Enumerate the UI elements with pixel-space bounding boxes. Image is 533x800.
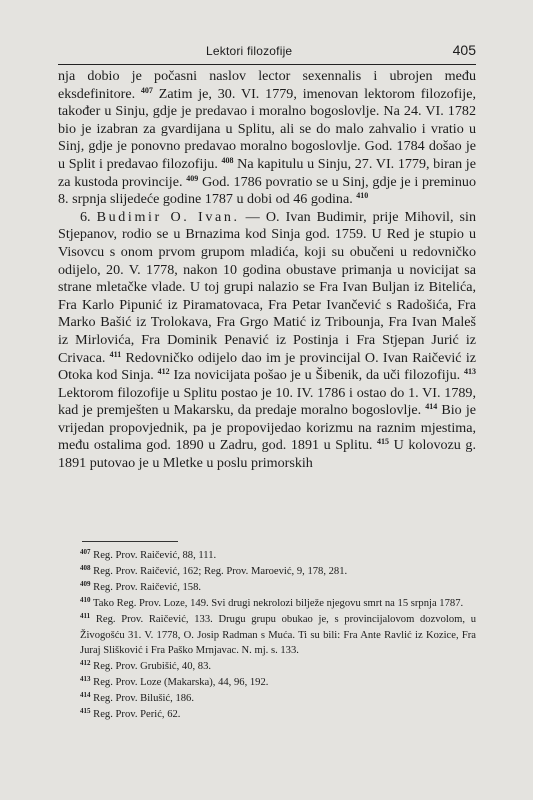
footnote-text: Reg. Prov. Raičević, 158. (93, 581, 202, 593)
footnote-number: 411 (80, 611, 91, 620)
footnote-ref: 408 (221, 155, 234, 165)
footnote-number: 413 (80, 675, 91, 684)
running-title: Lektori filozofije (206, 44, 293, 58)
text-run: nja dobio je počasni naslov lector sexennalis i ubrojen među eksdefinitore. (58, 68, 476, 102)
footnote (58, 580, 476, 596)
footnote-number: 412 (80, 659, 91, 668)
text-run: Iza novicijata pošao je u Šibenik, da uči filozofiju. (169, 367, 464, 384)
footnote-ref: 414 (425, 402, 438, 412)
footnote-text: Reg. Prov. Grubišić, 40, 83. (93, 661, 212, 673)
footnote (58, 596, 476, 612)
text-run: Lektorom filozofije u Splitu postao je 10. IV. 1786 i ostao do 1. VI. 1789, kad je premješten u Makarsku, da predaje moralno bogoslovlje. (58, 384, 476, 419)
footnote-number: 407 (80, 548, 91, 556)
footnote (58, 707, 476, 723)
footnote-number: 414 (80, 691, 91, 700)
text-run: Redovničko odijelo dao im je provincijal O. Ivan Raičević iz Otoka kod Sinja. (58, 349, 477, 384)
text-run: Na kapitulu u Sinju, 27. VI. 1779, biran je za kustoda provincije. (58, 155, 476, 190)
footnote-text: Tako Reg. Prov. Loze, 149. Svi drugi nekrolozi bilježe njegovu smrt na 15 srpnja 1787. (92, 597, 464, 609)
text-run: Bio je vrijedan propovjednik, pa je propovijedao korizmu na raznim mjestima, među ostalima god. 1890 u Zadru, god. 1891 u Splitu. (58, 402, 476, 454)
footnote-number: 415 (80, 707, 91, 716)
footnote-ref: 412 (157, 367, 170, 377)
page-number: 405 (452, 42, 476, 58)
text-run: — O. Ivan Budimir, prije Mihovil, sin Stjepanov, rodio se u Brnazima kod Sinja god. 1759. U Red je stupio u Visovcu s onom prvom grupom mladića, koji su obučeni u redovničko odijelo, 20. V. 1778, nakon 10 godina obustave primanja u novicijat sa strane mletačke vlade. U toj grupi nalazio se Fra Ivan Buljan iz Bitelića, Fra Karlo Pipunić iz Piramatovaca, Fra Petar Ivančević s Radošića, Fra Marko Bašić iz Trolokava, Fra Grgo Matić iz Tribounja, Fra Ivan Maleš iz Mirlovića, Fra Dominik Penavić iz Postinja i Fra Stjepan Jurić iz Crivaca. (58, 208, 476, 366)
footnote (58, 564, 476, 580)
footnote (58, 691, 476, 707)
footnote-text: Reg. Prov. Raičević, 162; Reg. Prov. Maroević, 9, 178, 281. (93, 565, 348, 577)
footnote-separator (82, 541, 178, 542)
text-run: Zatim je, 30. VI. 1779, imenovan lektorom filozofije, također u Sinju, gdje je predavao i moralno bogoslovlje. Na 24. VI. 1782 bio je izabran za gvardijana u Splitu, ali se do malo zahvalio i vratio u Sinj, gdje je ponovno predavao moralno bogoslovlje. God. 1784 došao je u Split i predavao filozofiju. (58, 85, 476, 172)
footnotes (58, 548, 476, 723)
header-rule (58, 64, 476, 65)
footnote-ref: 409 (186, 173, 199, 183)
footnote-text: Reg. Prov. Perić, 62. (93, 709, 181, 721)
entry-heading: Budimir O. Ivan. (96, 208, 240, 225)
footnote-ref: 413 (464, 367, 476, 377)
footnote-ref: 415 (377, 437, 390, 447)
footnote-ref: 407 (140, 85, 153, 95)
footnote (58, 659, 476, 675)
running-header (58, 42, 476, 64)
footnote (58, 548, 476, 564)
footnote-ref: 411 (109, 349, 122, 359)
text-run: U kolovozu g. 1891 putovao je u Mletke u poslu primorskih (58, 437, 476, 472)
paragraph (58, 209, 476, 473)
text-run: God. 1786 povratio se u Sinj, gdje je i preminuo 8. srpnja slijedeće godine 1787 u dobi od 46 godina. (58, 173, 476, 208)
footnote-number: 409 (80, 579, 91, 588)
footnote (58, 675, 476, 691)
footnote-ref: 410 (356, 191, 369, 201)
footnote-text: Reg. Prov. Bilušić, 186. (93, 693, 194, 705)
footnote (58, 612, 476, 660)
footnote-text: Reg. Prov. Raičević, 88, 111. (93, 550, 217, 561)
footnote-number: 410 (80, 595, 91, 604)
main-text (58, 68, 476, 473)
footnote-text: Reg. Prov. Raičević, 133. Drugu grupu obukao je, s provincijalovom dozvolom, u Živogošću 31. V. 1778, O. Josip Radman s Muća. Ti su bili: Fra Ante Ravlić iz Kozice, Fra Juraj Slišković i Fra Paško Mrnjavac. N. mj. s. 133. (80, 613, 476, 657)
paragraph (58, 68, 476, 209)
footnote-text: Reg. Prov. Loze (Makarska), 44, 96, 192. (93, 677, 269, 689)
text-run: 6. (80, 208, 97, 225)
footnote-number: 408 (80, 563, 91, 572)
